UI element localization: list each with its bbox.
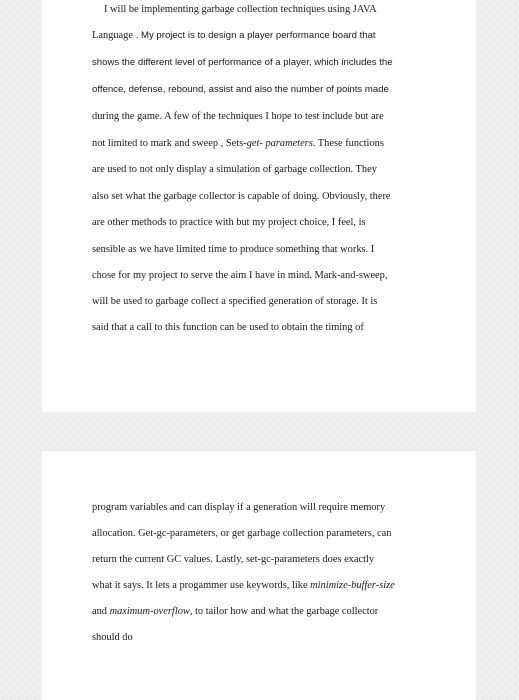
text-line: offence, defense, rebound, assist and also the number of points made (92, 84, 389, 95)
text-line: allocation. Get-gc-parameters, or get garbage collection parameters, can (92, 528, 392, 539)
document-page-1 (42, 0, 476, 412)
text-line: are other methods to practice with but my project choice, I feel, is (92, 217, 366, 228)
text-line: sensible as we have limited time to produce something that works. I (92, 244, 375, 255)
text-line: during the game. A few of the techniques I hope to test include but are (92, 111, 384, 122)
text-line: Language . My project is to design a player performance board that (92, 30, 376, 41)
text-line: said that a call to this function can be used to obtain the timing of (92, 322, 364, 333)
text-line: should do (92, 632, 133, 643)
text-line: shows the different level of performance of a player, which includes the (92, 57, 393, 68)
text-line: return the current GC values. Lastly, set-gc-parameters does exactly (92, 554, 375, 565)
text-line: not limited to mark and sweep , Sets-get- parameters. These functions (92, 138, 384, 149)
text-line: will be used to garbage collect a specified generation of storage. It is (92, 296, 378, 307)
text-line: program variables and can display if a generation will require memory (92, 502, 386, 513)
text-line: what it says. It lets a progammer use keywords, like minimize-buffer-size (92, 580, 395, 591)
document-page-2 (42, 451, 476, 700)
text-line: are used to not only display a simulation of garbage collection. They (92, 164, 377, 175)
text-line: and maximum-overflow, to tailor how and what the garbage collector (92, 606, 379, 617)
text-line: I will be implementing garbage collection techniques using JAVA (104, 4, 377, 15)
text-line: chose for my project to serve the aim I have in mind. Mark-and-sweep, (92, 270, 388, 281)
text-line: also set what the garbage collector is capable of doing. Obviously, there (92, 191, 391, 202)
